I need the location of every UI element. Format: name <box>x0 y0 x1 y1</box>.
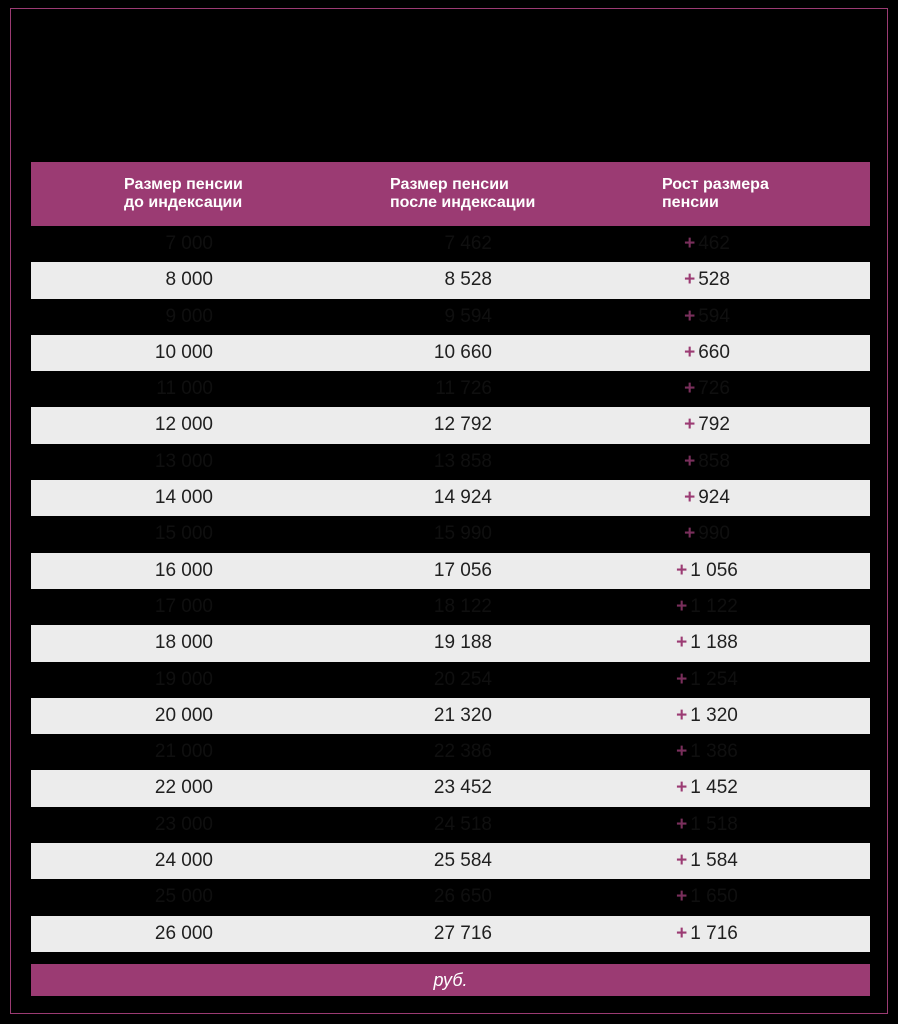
cell-after-indexation: 13 858 <box>433 450 492 472</box>
growth-value: 1 188 <box>690 632 738 654</box>
plus-sign: + <box>676 559 688 581</box>
cell-after-indexation: 24 518 <box>433 813 492 835</box>
plus-sign: + <box>684 414 696 436</box>
cell-before-indexation: 12 000 <box>154 414 213 436</box>
cell-before-indexation: 7 000 <box>165 233 213 254</box>
cell-before-indexation: 19 000 <box>154 668 213 690</box>
table-row <box>31 480 870 516</box>
plus-sign: + <box>684 305 696 327</box>
cell-after-indexation: 10 660 <box>433 341 492 363</box>
cell-after-indexation: 8 528 <box>444 269 492 291</box>
cell-after-indexation: 17 056 <box>433 559 492 581</box>
table-row <box>31 407 870 443</box>
growth-value: 1 320 <box>690 704 738 726</box>
cell-growth <box>627 843 787 879</box>
cell-before-indexation: 9 000 <box>165 305 213 327</box>
plus-sign: + <box>676 632 688 654</box>
table-row <box>31 371 870 407</box>
table-row <box>31 879 870 915</box>
cell-growth <box>627 916 787 952</box>
cell-before-indexation: 21 000 <box>154 741 213 763</box>
plus-sign: + <box>684 341 696 363</box>
growth-value: 1 254 <box>690 668 738 690</box>
plus-sign: + <box>676 668 688 690</box>
growth-value: 924 <box>698 487 730 509</box>
cell-growth <box>627 589 787 625</box>
cell-growth <box>627 807 787 843</box>
cell-growth <box>627 299 787 335</box>
table-row <box>31 444 870 480</box>
table-row <box>31 226 870 262</box>
cell-growth <box>627 407 787 443</box>
growth-value: 858 <box>698 450 730 472</box>
cell-growth <box>627 444 787 480</box>
cell-before-indexation: 24 000 <box>154 850 213 872</box>
growth-value: 1 122 <box>690 595 738 617</box>
header-before-indexation: Размер пенсии до индексации <box>124 176 243 211</box>
table-row <box>31 335 870 371</box>
plus-sign: + <box>676 922 688 944</box>
cell-before-indexation: 16 000 <box>154 559 213 581</box>
table-body <box>31 226 870 952</box>
growth-value: 660 <box>698 341 730 363</box>
table-row <box>31 516 870 552</box>
pension-table <box>31 162 870 952</box>
cell-before-indexation: 10 000 <box>154 341 213 363</box>
cell-before-indexation: 11 000 <box>156 378 213 400</box>
cell-after-indexation: 11 726 <box>435 378 492 400</box>
plus-sign: + <box>684 523 696 545</box>
table-row <box>31 262 870 298</box>
plus-sign: + <box>676 704 688 726</box>
cell-before-indexation: 15 000 <box>154 523 213 545</box>
cell-after-indexation: 23 452 <box>433 777 492 799</box>
growth-value: 1 584 <box>690 850 738 872</box>
table-row <box>31 807 870 843</box>
plus-sign: + <box>676 850 688 872</box>
growth-value: 1 716 <box>690 922 738 944</box>
table-row <box>31 589 870 625</box>
cell-growth <box>627 226 787 262</box>
cell-after-indexation: 26 650 <box>433 886 492 908</box>
growth-value: 792 <box>698 414 730 436</box>
plus-sign: + <box>676 813 688 835</box>
plus-sign: + <box>684 487 696 509</box>
table-row <box>31 916 870 952</box>
plus-sign: + <box>684 233 696 254</box>
cell-growth <box>627 698 787 734</box>
growth-value: 462 <box>698 233 730 254</box>
growth-value: 990 <box>698 523 730 545</box>
cell-before-indexation: 17 000 <box>154 595 213 617</box>
header-growth: Рост размера пенсии <box>662 176 769 211</box>
cell-before-indexation: 18 000 <box>154 632 213 654</box>
plus-sign: + <box>684 269 696 291</box>
cell-after-indexation: 21 320 <box>433 704 492 726</box>
cell-growth <box>627 262 787 298</box>
table-row <box>31 662 870 698</box>
growth-value: 1 650 <box>690 886 738 908</box>
cell-growth <box>627 371 787 407</box>
cell-before-indexation: 23 000 <box>154 813 213 835</box>
cell-after-indexation: 15 990 <box>433 523 492 545</box>
cell-before-indexation: 8 000 <box>165 269 213 291</box>
growth-value: 528 <box>698 269 730 291</box>
cell-growth <box>627 770 787 806</box>
table-row <box>31 843 870 879</box>
table-header <box>31 162 870 226</box>
cell-after-indexation: 19 188 <box>433 632 492 654</box>
growth-value: 726 <box>698 378 730 400</box>
cell-before-indexation: 25 000 <box>154 886 213 908</box>
cell-before-indexation: 26 000 <box>154 922 213 944</box>
table-row <box>31 734 870 770</box>
growth-value: 1 056 <box>690 559 738 581</box>
table-row <box>31 299 870 335</box>
cell-after-indexation: 12 792 <box>433 414 492 436</box>
table-row <box>31 698 870 734</box>
plus-sign: + <box>684 450 696 472</box>
cell-growth <box>627 625 787 661</box>
growth-value: 1 452 <box>690 777 738 799</box>
growth-value: 1 386 <box>690 741 738 763</box>
cell-after-indexation: 14 924 <box>433 487 492 509</box>
cell-growth <box>627 553 787 589</box>
cell-after-indexation: 22 386 <box>433 741 492 763</box>
cell-growth <box>627 879 787 915</box>
cell-before-indexation: 13 000 <box>154 450 213 472</box>
plus-sign: + <box>676 777 688 799</box>
header-after-indexation: Размер пенсии после индексации <box>390 176 536 211</box>
cell-growth <box>627 662 787 698</box>
plus-sign: + <box>676 741 688 763</box>
plus-sign: + <box>676 595 688 617</box>
cell-after-indexation: 20 254 <box>433 668 492 690</box>
cell-before-indexation: 22 000 <box>154 777 213 799</box>
cell-before-indexation: 20 000 <box>154 704 213 726</box>
table-row <box>31 625 870 661</box>
cell-after-indexation: 25 584 <box>433 850 492 872</box>
table-row <box>31 770 870 806</box>
table-row <box>31 553 870 589</box>
growth-value: 594 <box>698 305 730 327</box>
cell-growth <box>627 335 787 371</box>
cell-after-indexation: 27 716 <box>433 922 492 944</box>
plus-sign: + <box>676 886 688 908</box>
cell-after-indexation: 18 122 <box>433 595 492 617</box>
cell-growth <box>627 480 787 516</box>
cell-growth <box>627 734 787 770</box>
cell-before-indexation: 14 000 <box>154 487 213 509</box>
cell-after-indexation: 9 594 <box>444 305 492 327</box>
currency-footer: руб. <box>31 964 870 996</box>
growth-value: 1 518 <box>690 813 738 835</box>
plus-sign: + <box>684 378 696 400</box>
cell-growth <box>627 516 787 552</box>
cell-after-indexation: 7 462 <box>444 233 492 254</box>
